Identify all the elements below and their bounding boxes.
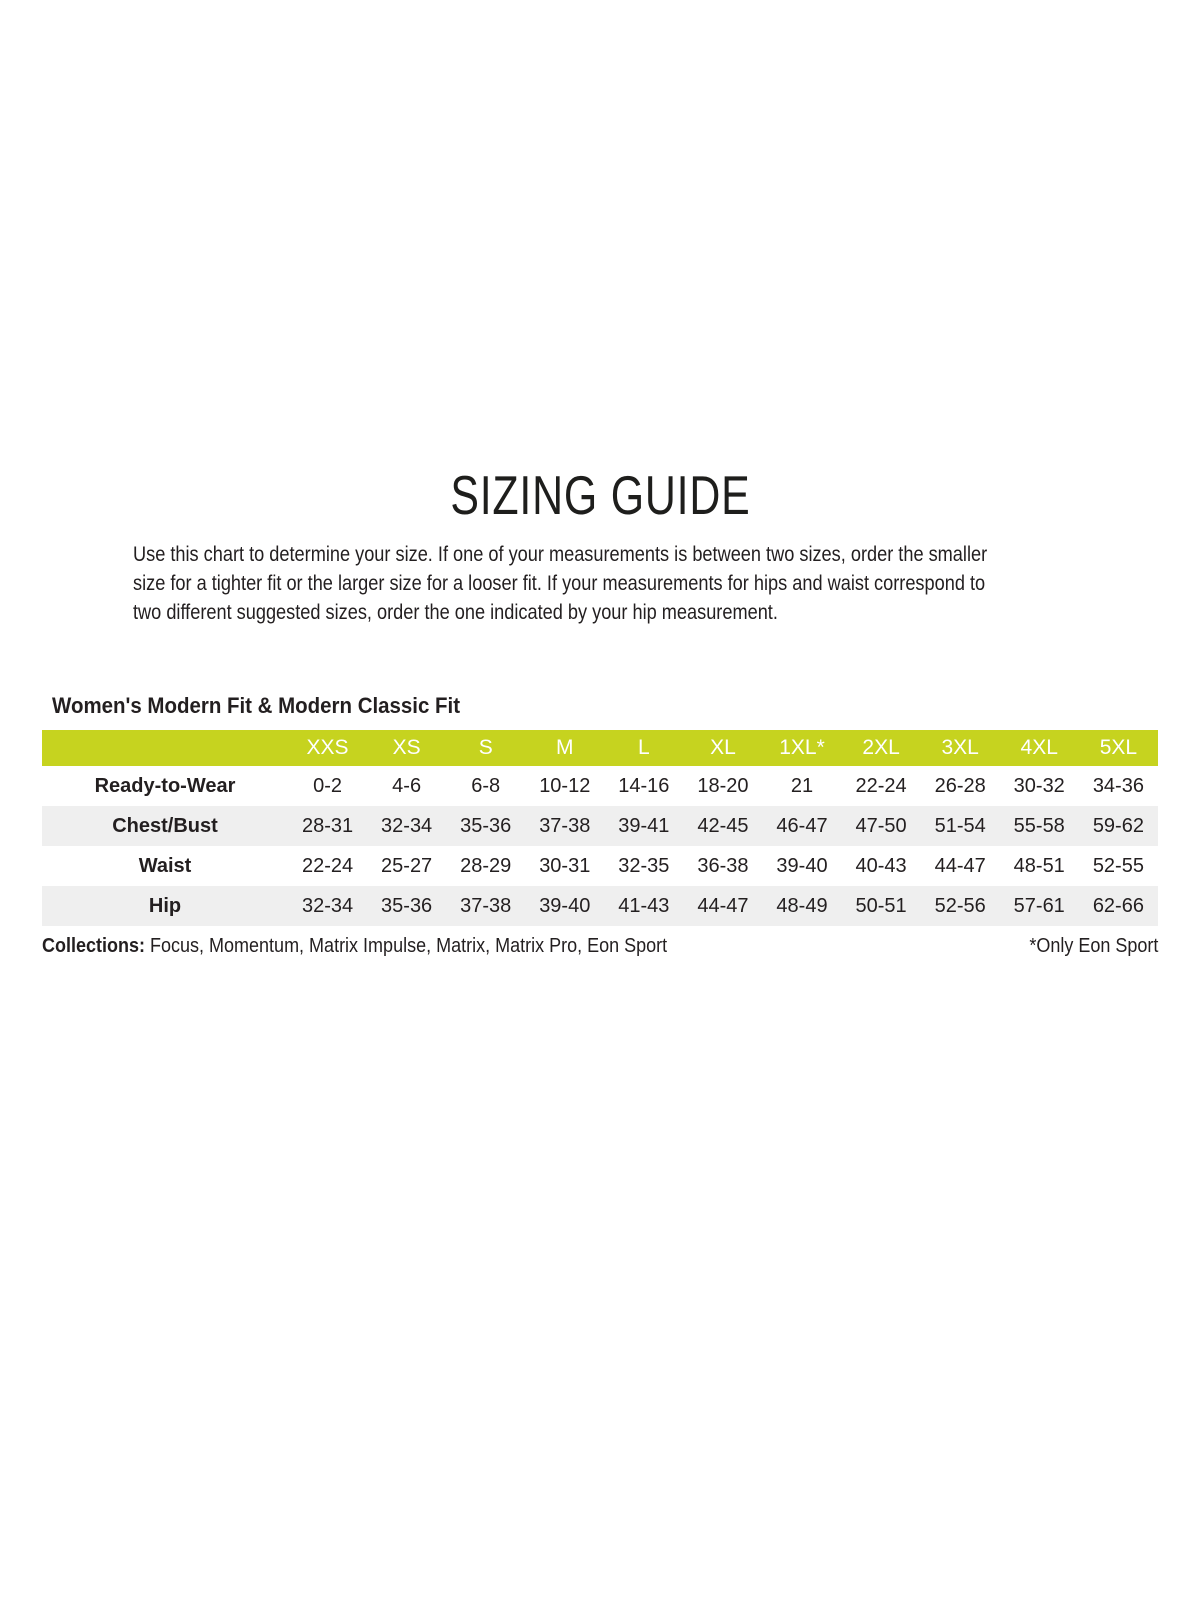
size-value-cell: 59-62 [1092,814,1144,837]
size-value-cell: 47-50 [855,814,907,837]
size-value-cell: 30-32 [1013,774,1065,797]
title-wrap [0,0,1200,526]
size-value-cell: 30-31 [539,854,591,877]
size-value-cell: 28-31 [301,814,354,837]
collections-label: Collections: [42,935,146,957]
size-column-header: XS [367,730,446,766]
section-title: Women's Modern Fit & Modern Classic Fit [52,693,461,718]
size-value-cell: 39-41 [618,814,670,837]
size-value-cell: 44-47 [697,894,749,917]
size-value-cell: 46-47 [776,814,828,837]
size-value-cell: 22-24 [301,854,354,877]
size-value-cell: 37-38 [539,814,591,837]
size-column-header: 1XL* [762,730,841,766]
size-value-cell: 55-58 [1013,814,1065,837]
size-column-header: 3XL [921,730,1000,766]
size-header-row [42,730,1158,766]
size-value-cell: 25-27 [381,854,433,877]
size-value-cell: 48-51 [1013,854,1065,877]
size-value-cell: 40-43 [855,854,907,877]
size-value-cell: 48-49 [776,894,828,917]
size-value-cell: 39-40 [776,854,828,877]
size-value-cell: 32-34 [381,814,433,837]
size-column-header: 4XL [1000,730,1079,766]
size-column-header: L [604,730,683,766]
size-value-cell: 10-12 [539,774,591,797]
size-value-cell: 32-34 [301,894,354,917]
table-row [42,886,1158,926]
collections-note [42,933,667,959]
asterisk-note: *Only Eon Sport [1028,935,1158,957]
size-value-cell: 26-28 [934,774,986,797]
size-column-header: M [525,730,604,766]
size-value-cell: 52-55 [1092,854,1144,877]
size-column-header: S [446,730,525,766]
row-label: Hip [148,894,182,917]
size-value-cell: 36-38 [697,854,749,877]
size-value-cell: 35-36 [460,814,512,837]
size-value-cell: 6-8 [471,774,501,797]
size-value-cell: 52-56 [934,894,986,917]
sizing-table [42,730,1158,926]
size-column-header: XL [683,730,762,766]
table-corner-cell [42,730,288,766]
collections-value: Focus, Momentum, Matrix Impulse, Matrix, Matrix Pro, Eon Sport [150,935,668,957]
size-value-cell: 14-16 [618,774,670,797]
size-value-cell: 37-38 [460,894,512,917]
size-value-cell: 0-2 [313,774,342,797]
intro-line-2: size for a tighter fit or the larger size for a looser fit. If your measurements for hips and waist correspond to [133,572,986,595]
size-value-cell: 51-54 [934,814,986,837]
size-value-cell: 21 [790,774,814,797]
size-column-header: XXS [288,730,367,766]
size-value-cell: 50-51 [855,894,907,917]
size-value-cell: 39-40 [539,894,591,917]
size-value-cell: 62-66 [1092,894,1144,917]
row-label: Chest/Bust [112,814,218,837]
footer-row [42,933,1158,959]
intro-line-3: two different suggested sizes, order the one indicated by your hip measurement. [133,601,778,624]
size-column-header: 5XL [1079,730,1158,766]
size-value-cell: 34-36 [1092,774,1144,797]
table-row [42,766,1158,806]
size-value-cell: 18-20 [697,774,749,797]
row-label: Ready-to-Wear [94,774,236,797]
size-value-cell: 41-43 [618,894,670,917]
size-value-cell: 28-29 [460,854,512,877]
table-row [42,846,1158,886]
table-row [42,806,1158,846]
intro-paragraph [133,540,1200,627]
page-title: SIZING GUIDE [449,464,751,526]
row-label: Waist [138,854,192,877]
size-value-cell: 57-61 [1013,894,1065,917]
size-value-cell: 35-36 [381,894,433,917]
size-value-cell: 32-35 [618,854,670,877]
size-value-cell: 42-45 [697,814,749,837]
size-value-cell: 4-6 [392,774,422,797]
size-value-cell: 22-24 [855,774,907,797]
size-value-cell: 44-47 [934,854,986,877]
intro-line-1: Use this chart to determine your size. If one of your measurements is between two sizes, order the smaller [133,543,988,566]
size-column-header: 2XL [842,730,921,766]
